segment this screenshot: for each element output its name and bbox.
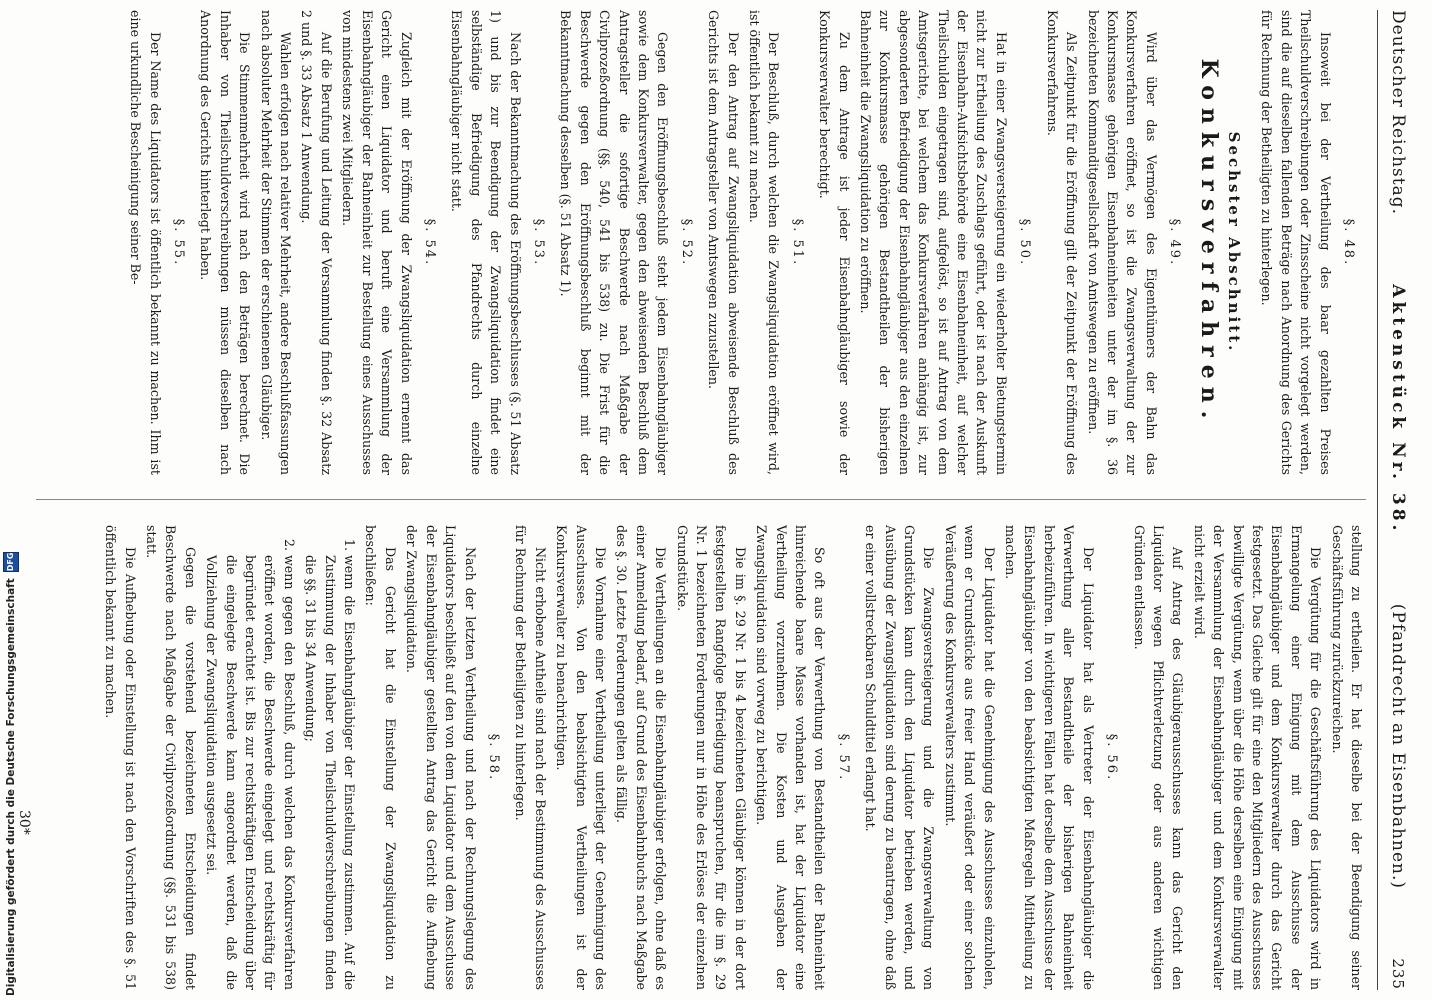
paragraph-title: §. 50.	[1017, 218, 1033, 267]
paragraph-text: Nicht erhobene Antheile sind nach der Bestimmung des Ausschusses für Rechnung der Betheiligten zu hinterlegen.	[513, 525, 548, 990]
paragraph-title: §. 53.	[530, 218, 546, 267]
paragraph-title: §. 48.	[1341, 218, 1356, 267]
right-column	[26, 525, 1366, 990]
paragraph-title: §. 58.	[485, 733, 501, 782]
paragraph-text: Der den Antrag auf Zwangsliquidation abweisende Beschluß des Gerichts ist dem Antragsteller von Amtswegen zuzustellen.	[706, 10, 741, 475]
paragraph-text: Der Beschluß, durch welchen die Zwangsliquidation eröffnet wird, ist öffentlich bekannt zu machen.	[747, 10, 782, 475]
numbered-list	[202, 525, 359, 990]
paragraph-text: Die im §. 29 Nr. 1 bis 4 bezeichneten Gläubiger können in der dort festgestellten Rangfolge Befriedigung beanspruchen, für die im §. 29 Nr. 1 bezeichneten Forderungen nur in Höhe des Erlöses der einzelnen Grundstücke.	[674, 525, 748, 990]
paragraph-title: §. 49.	[1167, 218, 1183, 267]
paragraph-text: Nach der Bekanntmachung des Eröffnungsbeschlusses (§. 51 Absatz 1) und bis zur Beendigung der Zwangsliquidation findet eine selbständige Befriedigung des Pfandrechts durch einzelne Eisenbahngläubiger nicht statt.	[449, 10, 523, 475]
header-right: (Pfandrecht an Eisenbahnen.)	[1388, 603, 1408, 890]
dfg-logo-icon: DFG	[3, 552, 19, 572]
header-center: Aktenstück Nr. 38.	[1388, 284, 1408, 535]
paragraph-text: Hat in einer Zwangsversteigerung ein wiederholter Bietungstermin nicht zur Ertheilung des Zuschlags geführt, oder ist nach der Auskunft der Eisenbahn-Aufsichtsbehörde eine Eisenbahneinheit, auf welcher Theilschulden eingetragen sind, aufgelöst, so ist auf Antrag von dem Amtsgerichte, bei welchem das Konkursverfahren anhängig ist, zur abgesonderten Befriedigung der Eisenbahngläubiger aus den einzelnen zur Konkursmasse gehörigen Bestandtheilen der bisherigen Bahneinheit die Zwangsliquidation zu eröffnen.	[858, 10, 1009, 475]
left-column	[26, 10, 1366, 475]
paragraph-text: Die Stimmenmehrheit wird nach den Beträgen berechnet. Die Inhaber von Theilschuldverschreibungen müssen dieselben nach Anordnung des Gerichts hinterlegt haben.	[198, 10, 253, 475]
paragraph-title: §. 51.	[789, 218, 805, 267]
list-item: 2. wenn gegen den Beschluß, durch welchen das Konkursverfahren eröffnet worden, die Beschwerde eingelegt und rechtskräftig für begründet erachtet ist. Bis zur rechtskräftigen Entscheidung über die eingelegte Beschwerde kann angeordnet werden, daß die Vollziehung der Zwangsliquidation ausgesetzt sei.	[202, 555, 299, 990]
paragraph-title: §. 56.	[1104, 733, 1120, 782]
paragraph-title: §. 52.	[678, 218, 694, 267]
paragraph-text: Zu dem Antrage ist jeder Eisenbahngläubiger sowie der Konkursverwalter berechtigt.	[817, 10, 852, 475]
paragraph-title: §. 55.	[171, 218, 187, 267]
paragraph-text: Die Vertheilungen an die Eisenbahngläubiger erfolgen, ohne daß es einer Anmeldung bedarf, auf Grund des Eisenbahnbuchs nach Maßgabe des §. 30. Letzte Forderungen gelten als fällig.	[614, 525, 669, 990]
attribution-text: Digitalisierung gefördert durch die Deutsche Forschungsgemeinschaft	[5, 578, 17, 996]
paragraph-text: Auf die Berufung und Leitung der Versammlung finden §. 32 Absatz 2 und §. 33 Absatz 1 Anwendung.	[299, 10, 334, 475]
paragraph-text: Die Vergütung für die Geschäftsführung des Liquidators wird in Ermangelung einer Einigung mit dem Ausschusse der Eisenbahngläubiger und dem Konkursverwalter durch das Gericht festgesetzt. Das Gleiche gilt für eine den Mitgliedern des Ausschusses bewilligte Vergütung, wenn über die Höhe derselben eine Einigung mit der Versammlung der Eisenbahngläubiger und dem Konkursverwalter nicht erzielt wird.	[1191, 525, 1324, 990]
paragraph-text: Nach der letzten Vertheilung und nach der Rechnungslegung des Liquidators beschließt auf den von dem Liquidator und dem Ausschusse der Eisenbahngläubiger gestellten Antrag das Gericht die Aufhebung der Zwangsliquidation.	[404, 525, 478, 990]
digitization-attribution	[2, 0, 20, 996]
section-title: Sechster Abschnitt.	[1224, 131, 1243, 354]
paragraph-text: Das Gericht hat die Einstellung der Zwangsliquidation zu beschließen:	[363, 525, 398, 990]
running-header	[1377, 10, 1418, 990]
paragraph-text: Zugleich mit der Eröffnung der Zwangsliquidation ernennt das Gericht einen Liquidator und beruft eine Versammlung der Eisenbahngläubiger der Bahneinheit zur Bestellung eines Ausschusses von mindestens zwei Mitgliedern.	[340, 10, 414, 475]
paragraph-text: Die Zwangsversteigerung und die Zwangsverwaltung von Grundstücken kann durch den Liquidator betrieben werden, und Ausübung der Zwangsliquidation sind derung zu beantragen, ohne daß er einer vollstreckbaren Schuldtitel erlangt hat.	[863, 525, 937, 990]
signature-mark: 30*	[16, 810, 32, 835]
paragraph-title: §. 57.	[835, 733, 851, 782]
paragraph-text: Als Zeitpunkt für die Eröffnung gilt der Zeitpunkt der Eröffnung des Konkursverfahrens.	[1044, 10, 1080, 475]
header-left: Deutscher Reichstag.	[1388, 10, 1408, 215]
printed-sheet	[13, 10, 1418, 990]
paragraph-text: Gegen den Eröffnungsbeschluß steht jedem Eisenbahngläubiger sowie dem Konkursverwalter, gegen den abweisenden Beschluß dem Antragsteller die sofortige Beschwerde nach Maßgabe der Civilprozeßordnung (§§. 540, 541 bis 538) zu. Die Frist für die Beschwerde gegen den Eröffnungsbeschluß beginnt mit der Bekanntmachung desselben (§. 51 Absatz 1).	[558, 10, 671, 475]
paragraph-text: Der Name des Liquidators ist öffentlich bekannt zu machen. Ihm ist eine urkundliche Bescheinigung seiner Be-	[128, 10, 163, 475]
paragraph-text: Der Liquidator hat als Vertreter der Eisenbahngläubiger die Verwerthung aller Bestandtheile der bisherigen Bahneinheit herbeizuführen. In wichtigeren Fällen hat derselbe dem Ausschusse der Eisenbahngläubiger von den beabsichtigten Maßregeln Mittheilung zu machen.	[1003, 525, 1096, 990]
paragraph-text: Wird über das Vermögen des Eigenthümers der Bahn das Konkursverfahren eröffnet, so ist die Zwangsverwaltung der zur Konkursmasse gehörigen Eisenbahneinheiten unter der im §. 36 bezeichneten Kommanditgesellschaft von Amtswegen zu eröffnen.	[1085, 10, 1159, 475]
column-divider	[36, 499, 1366, 500]
paragraph-text: Die Vornahme einer Vertheilung unterliegt der Genehmigung des Ausschusses. Von den beabsichtigten Vertheilungen ist der Konkursverwalter zu benachrichtigen.	[554, 525, 608, 990]
paragraph-text: Wahlen erfolgen nach relativer Mehrheit, andere Beschlußfassungen nach absoluter Mehrheit der Stimmen der erschienenen Gläubiger.	[258, 10, 294, 475]
paragraph-text: Auf Antrag des Gläubigerausschusses kann das Gericht den Liquidator wegen Pflichtverletzung oder aus anderen wichtigen Gründen entlassen.	[1131, 525, 1186, 990]
paragraph-text: stellung zu ertheilen. Er hat dieselbe bei der Beendigung seiner Geschäftsführung zurückzureichen.	[1329, 525, 1364, 990]
paragraph-text: Gegen die vorstehend bezeichneten Entscheidungen findet Beschwerde nach Maßgabe der Civilprozeßordnung (§§. 531 bis 538) statt.	[144, 525, 198, 990]
paragraph-text: Insoweit bei der Vertheilung des baar gezahlten Preises Theilschuldverschreibungen oder Zinsscheine nicht vorgelegt werden, sind die auf dieselben fallenden Beträge nach Anordnung des Gerichts für Rechnung der Betheiligten zu hinterlegen.	[1259, 10, 1333, 475]
paragraph-text: Der Liquidator hat die Genehmigung des Ausschusses einzuholen, wenn er Grundstücke aus freier Hand veräußert oder einer solchen Veräußerung des Konkursverwalters zustimmt.	[942, 525, 997, 990]
paragraph-title: §. 54.	[421, 218, 437, 267]
section-subtitle: Konkursverfahren.	[1195, 58, 1222, 427]
paragraph-text: Die Aufhebung oder Einstellung ist nach den Vorschriften des §. 51 öffentlich bekannt zu machen.	[103, 525, 138, 990]
list-item: 1. wenn die Eisenbahngläubiger der Einstellung zustimmen. Auf die Zustimmung der Inhaber von Theilschuldverschreibungen finden die §§. 31 bis 34 Anwendung;	[301, 555, 359, 990]
page-number: 235	[1389, 958, 1407, 990]
paragraph-text: So oft aus der Verwerthung von Bestandtheilen der Bahneinheit hinreichende baare Masse vorhanden ist, hat der Liquidator eine Vertheilung vorzunehmen. Die Kosten und Ausgaben der Zwangsliquidation sind vorweg zu berichtigen.	[754, 525, 828, 990]
